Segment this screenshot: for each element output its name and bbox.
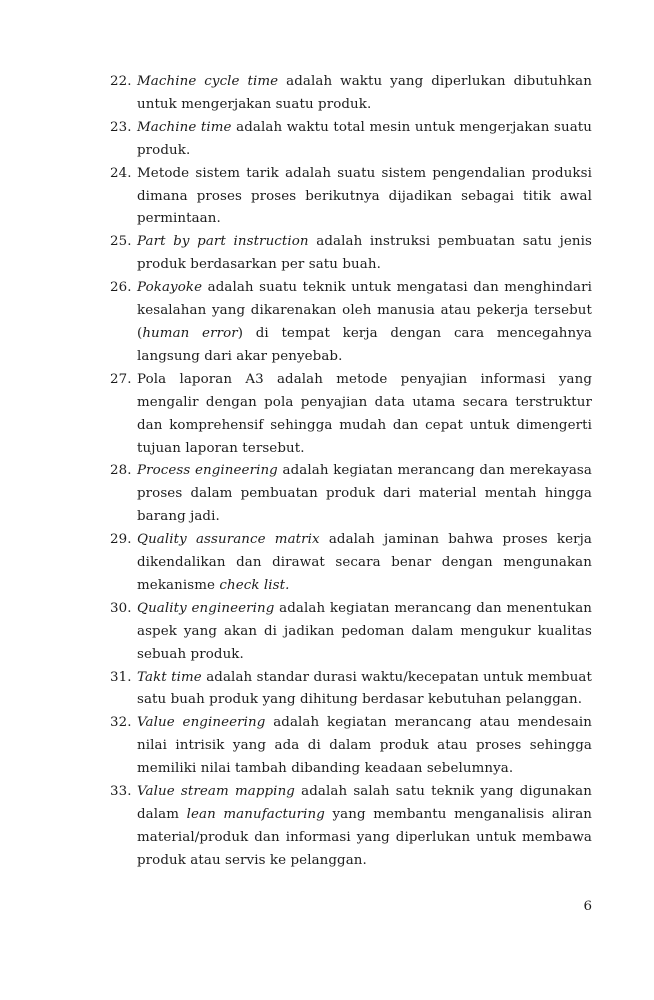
- list-item: [110, 598, 592, 667]
- list-item: [110, 163, 592, 232]
- item-text: Pokayoke adalah suatu teknik untuk mengatasi dan menghindari kesalahan yang dikarenakan oleh manusia atau pekerja tersebut (human error) di tempat kerja dengan cara mencegahnya langsung dari akar penyebab.: [137, 280, 592, 364]
- item-number: 31.: [110, 669, 132, 685]
- item-text: Pola laporan A3 adalah metode penyajian informasi yang mengalir dengan pola penyajian data utama secara terstruktur dan komprehensif sehingga mudah dan cepat untuk dimengerti tujuan laporan tersebut.: [137, 371, 592, 456]
- item-text: Machine cycle time adalah waktu yang diperlukan dibutuhkan untuk mengerjakan suatu produk.: [137, 74, 592, 112]
- list-item: [110, 277, 592, 369]
- list-item: [110, 712, 592, 781]
- page-number: 6: [583, 899, 592, 914]
- item-number: 23.: [110, 119, 132, 135]
- list-item: [110, 529, 592, 598]
- item-text: Value engineering adalah kegiatan merancang atau mendesain nilai intrisik yang ada di dalam produk atau proses sehingga memiliki nilai tambah dibanding keadaan sebelumnya.: [137, 715, 593, 777]
- list-item: [110, 71, 592, 117]
- item-text: Process engineering adalah kegiatan merancang dan merekayasa proses dalam pembuatan produk dari material mentah hingga barang jadi.: [137, 463, 592, 525]
- list-item: [110, 369, 592, 461]
- list-item: [110, 231, 592, 277]
- item-number: 27.: [110, 371, 132, 387]
- list-item: [110, 667, 592, 713]
- item-text: Machine time adalah waktu total mesin untuk mengerjakan suatu produk.: [137, 119, 592, 158]
- list-item: [110, 781, 592, 873]
- text-block: [110, 71, 592, 873]
- glossary-list: [110, 71, 592, 873]
- item-text: Value stream mapping adalah salah satu teknik yang digunakan dalam lean manufacturing yang membantu menganalisis aliran material/produk dan informasi yang diperlukan untuk membawa produk atau servis ke pelanggan.: [137, 784, 593, 868]
- item-number: 28.: [110, 463, 132, 479]
- item-number: 30.: [110, 600, 132, 616]
- item-number: 33.: [110, 784, 132, 800]
- item-number: 32.: [110, 715, 132, 731]
- item-text: Quality engineering adalah kegiatan merancang dan menentukan aspek yang akan di jadikan pedoman dalam mengukur kualitas sebuah produk.: [137, 600, 593, 662]
- item-number: 24.: [110, 165, 132, 181]
- item-number: 26.: [110, 280, 132, 296]
- list-item: [110, 117, 592, 163]
- item-number: 22.: [110, 74, 132, 89]
- item-text: Quality assurance matrix adalah jaminan bahwa proses kerja dikendalikan dan dirawat secara benar dengan mengunakan mekanisme check list.: [137, 532, 592, 593]
- item-text: Takt time adalah standar durasi waktu/kecepatan untuk membuat satu buah produk yang dihitung berdasar kebutuhan pelanggan.: [137, 669, 593, 708]
- item-text: Part by part instruction adalah instruksi pembuatan satu jenis produk berdasarkan per satu buah.: [137, 234, 592, 273]
- item-number: 29.: [110, 532, 132, 548]
- list-item: [110, 460, 592, 529]
- item-number: 25.: [110, 234, 132, 250]
- item-text: Metode sistem tarik adalah suatu sistem pengendalian produksi dimana proses proses berikutnya dijadikan sebagai titik awal permintaan.: [137, 165, 592, 227]
